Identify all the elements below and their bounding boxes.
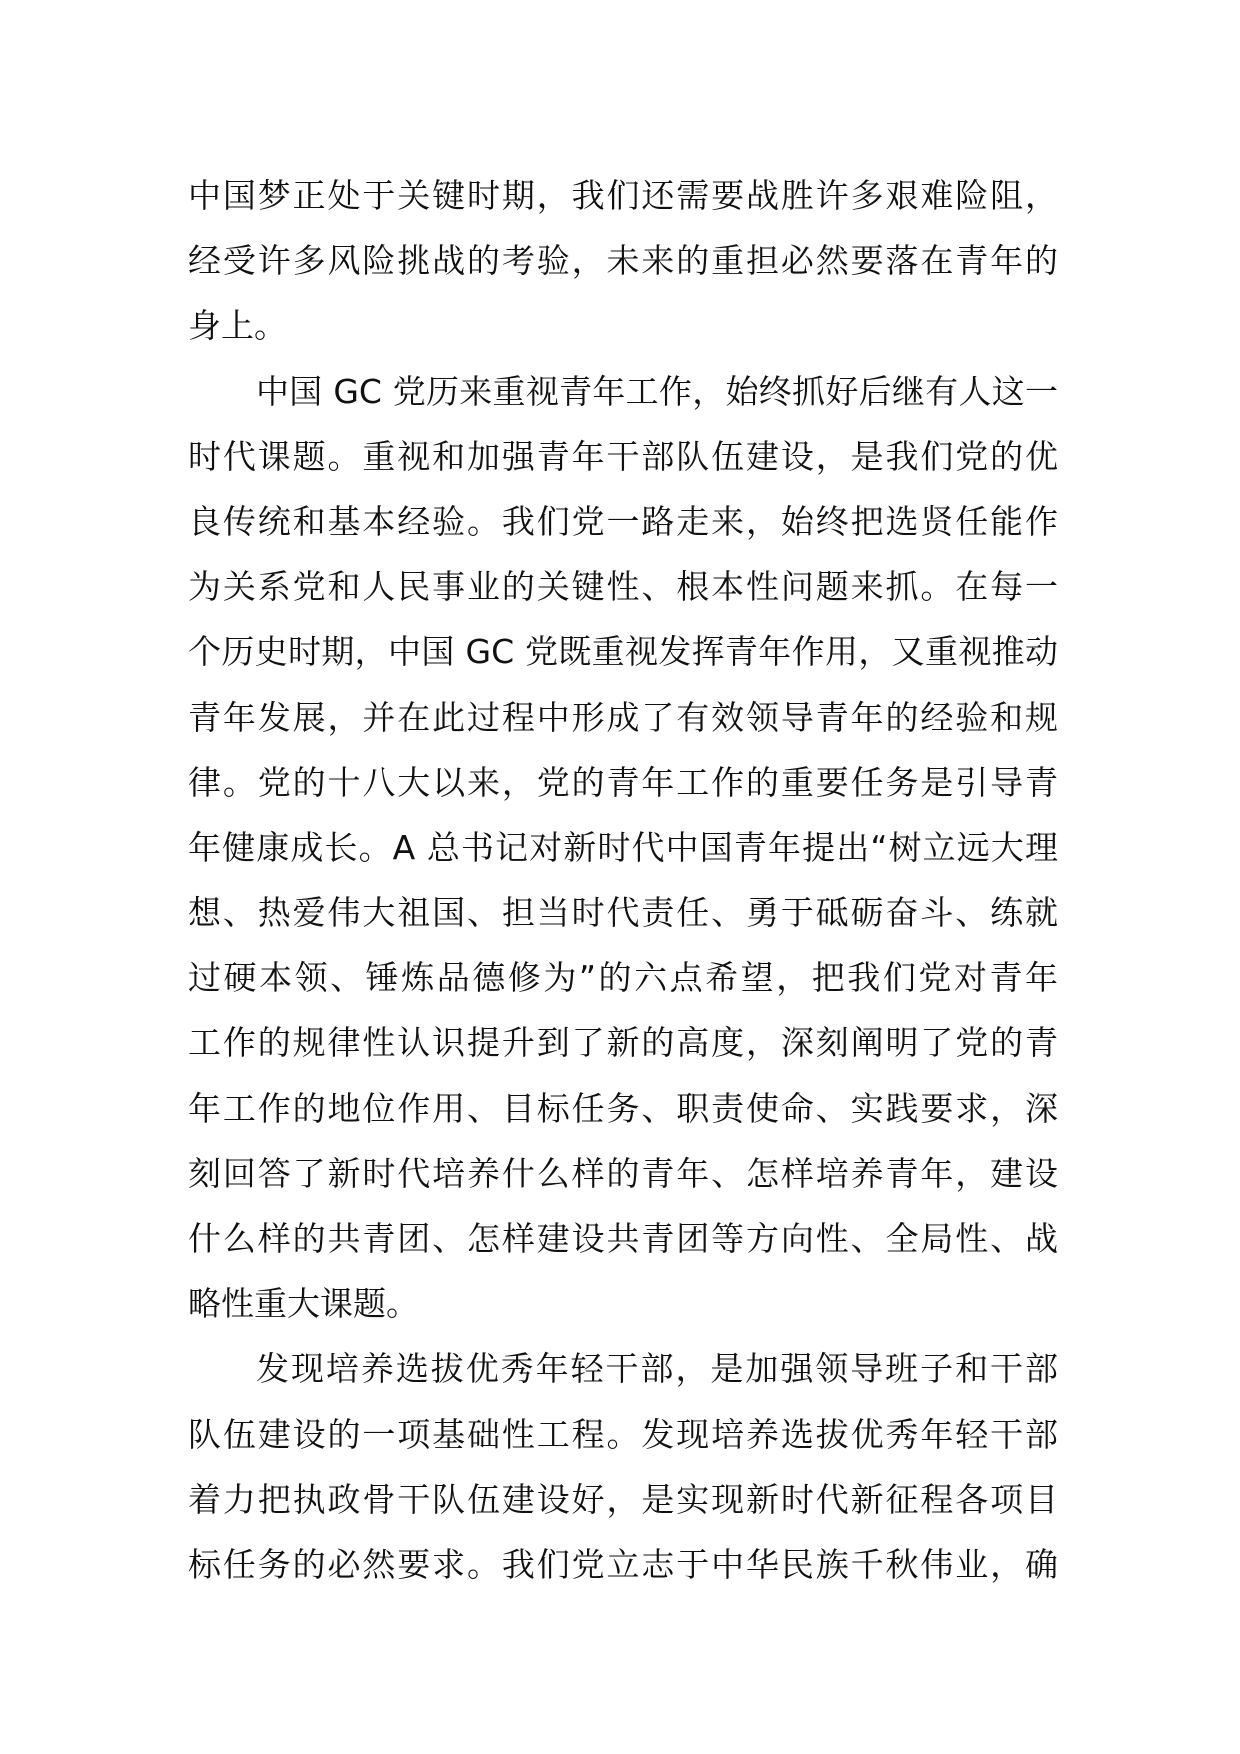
text-line: 过硬本领、锤炼品德修为”的六点希望，把我们党对青年	[188, 958, 1058, 998]
text-line: 年健康成长。A 总书记对新时代中国青年提出“树立远大理	[188, 827, 1058, 867]
text-line: 中国 GC 党历来重视青年工作，始终抓好后继有人这一	[256, 371, 1058, 411]
text-line: 时代课题。重视和加强青年干部队伍建设，是我们党的优	[188, 436, 1058, 476]
text-line: 发现培养选拔优秀年轻干部，是加强领导班子和干部	[256, 1349, 1058, 1389]
paragraph-2	[188, 359, 1058, 1337]
text-line: 身上。	[188, 306, 287, 346]
text-line: 着力把执政骨干队伍建设好，是实现新时代新征程各项目	[188, 1479, 1058, 1519]
text-line: 想、热爱伟大祖国、担当时代责任、勇于砥砺奋斗、练就	[188, 893, 1058, 933]
paragraph-1	[188, 163, 1058, 359]
text-line: 刻回答了新时代培养什么样的青年、怎样培养青年，建设	[188, 1153, 1058, 1193]
text-line: 什么样的共青团、怎样建设共青团等方向性、全局性、战	[188, 1219, 1058, 1258]
text-line: 个历史时期，中国 GC 党既重视发挥青年作用，又重视推动	[188, 632, 1058, 672]
text-line: 青年发展，并在此过程中形成了有效领导青年的经验和规	[188, 697, 1058, 737]
text-line: 为关系党和人民事业的关键性、根本性问题来抓。在每一	[188, 567, 1058, 607]
paragraph-3	[188, 1336, 1058, 1597]
text-line: 标任务的必然要求。我们党立志于中华民族千秋伟业，确	[188, 1544, 1058, 1584]
text-line: 经受许多风险挑战的考验，未来的重担必然要落在青年的	[188, 241, 1058, 281]
text-line: 中国梦正处于关键时期，我们还需要战胜许多艰难险阻，	[188, 176, 1058, 215]
document-body	[188, 163, 1058, 1597]
text-line: 律。党的十八大以来，党的青年工作的重要任务是引导青	[188, 762, 1058, 802]
text-line: 工作的规律性认识提升到了新的高度，深刻阐明了党的青	[188, 1023, 1058, 1063]
text-line: 队伍建设的一项基础性工程。发现培养选拔优秀年轻干部	[188, 1414, 1058, 1454]
text-line: 良传统和基本经验。我们党一路走来，始终把选贤任能作	[188, 501, 1058, 541]
text-line: 年工作的地位作用、目标任务、职责使命、实践要求，深	[188, 1088, 1058, 1128]
text-line: 略性重大课题。	[188, 1284, 419, 1324]
